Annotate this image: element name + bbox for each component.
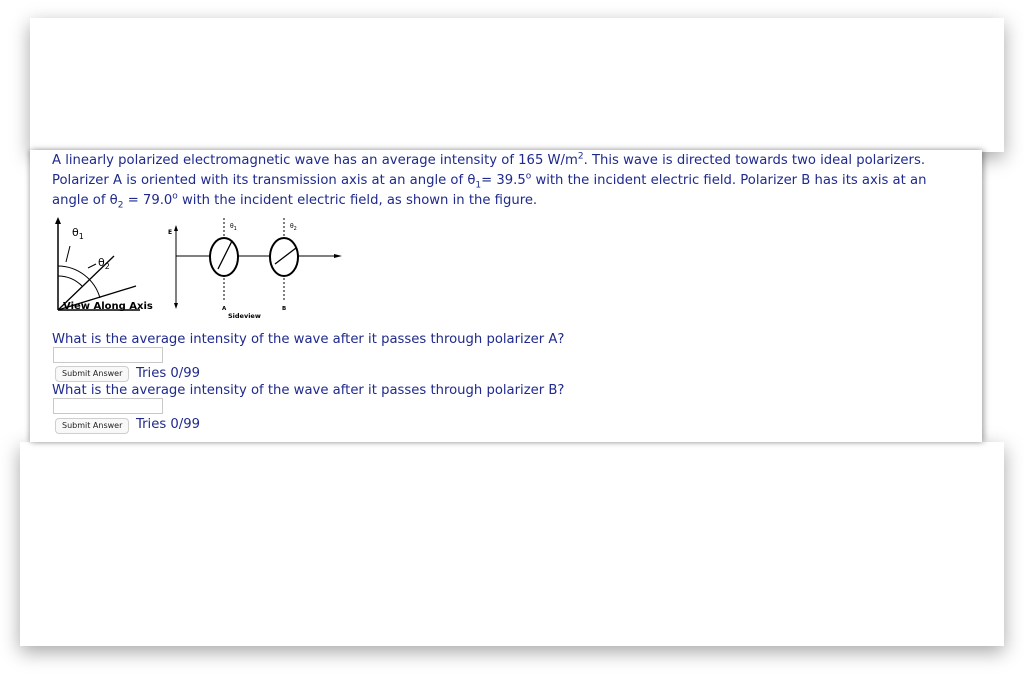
problem-text-segment: with the incident electric field. Polarizer B has its axis at an: [531, 173, 927, 188]
e-field-arrow-up: [174, 225, 178, 231]
view-along-axis-diagram: [55, 217, 140, 310]
submit-answer-button-b[interactable]: Submit Answer: [55, 418, 129, 434]
bottom-blank-panel: [20, 442, 1004, 646]
polarizer-b-theta-label: $\theta_2$: [290, 223, 297, 232]
superscript: o: [525, 171, 532, 182]
subscript: 1: [475, 180, 482, 191]
sideview-diagram: [168, 218, 342, 320]
problem-statement: [52, 150, 972, 211]
polarizer-a-theta-label: $\theta_1$: [230, 223, 237, 232]
tries-counter-b: Tries 0/99: [136, 417, 200, 432]
answer-input-a[interactable]: [53, 347, 163, 363]
e-field-label: E: [168, 229, 173, 236]
problem-text-segment: = 39.5: [481, 173, 526, 188]
submit-answer-button-a[interactable]: Submit Answer: [55, 366, 129, 382]
theta2-arc: [58, 266, 100, 298]
e-field-arrow-down: [174, 303, 178, 309]
vertical-axis-arrowhead: [55, 217, 61, 224]
problem-text-segment: angle of θ: [52, 193, 118, 208]
sideview-label: Sideview: [228, 312, 261, 320]
superscript: 2: [577, 151, 584, 162]
problem-text-segment: Polarizer A is oriented with its transmission axis at an angle of θ: [52, 173, 476, 188]
view-along-axis-caption: View Along Axis: [63, 301, 153, 312]
superscript: o: [172, 191, 178, 202]
answer-input-b[interactable]: [53, 398, 163, 414]
propagation-arrowhead: [334, 254, 342, 258]
polarizer-b-label: B: [282, 306, 287, 312]
subscript: 2: [117, 200, 124, 211]
problem-text-segment: A linearly polarized electromagnetic wave has an average intensity of 165 W/m: [52, 153, 578, 168]
question-b: What is the average intensity of the wave after it passes through polarizer B?: [52, 383, 565, 398]
question-a: What is the average intensity of the wave after it passes through polarizer A?: [52, 332, 565, 347]
problem-text-segment: . This wave is directed towards two ideal polarizers.: [583, 153, 926, 168]
top-blank-panel: [30, 18, 1004, 152]
problem-content: [52, 150, 972, 442]
polarizer-a-label: A: [222, 306, 227, 312]
tries-counter-a: Tries 0/99: [136, 366, 200, 381]
problem-text-segment: = 79.0: [123, 193, 173, 208]
theta1-pointer: [66, 246, 70, 262]
problem-text-segment: with the incident electric field, as shown in the figure.: [177, 193, 538, 208]
theta1-arc: [58, 276, 82, 286]
theta1-label: $\theta_1$: [72, 226, 84, 241]
theta2-pointer: [88, 264, 96, 268]
theta2-label: $\theta_2$: [98, 256, 110, 271]
